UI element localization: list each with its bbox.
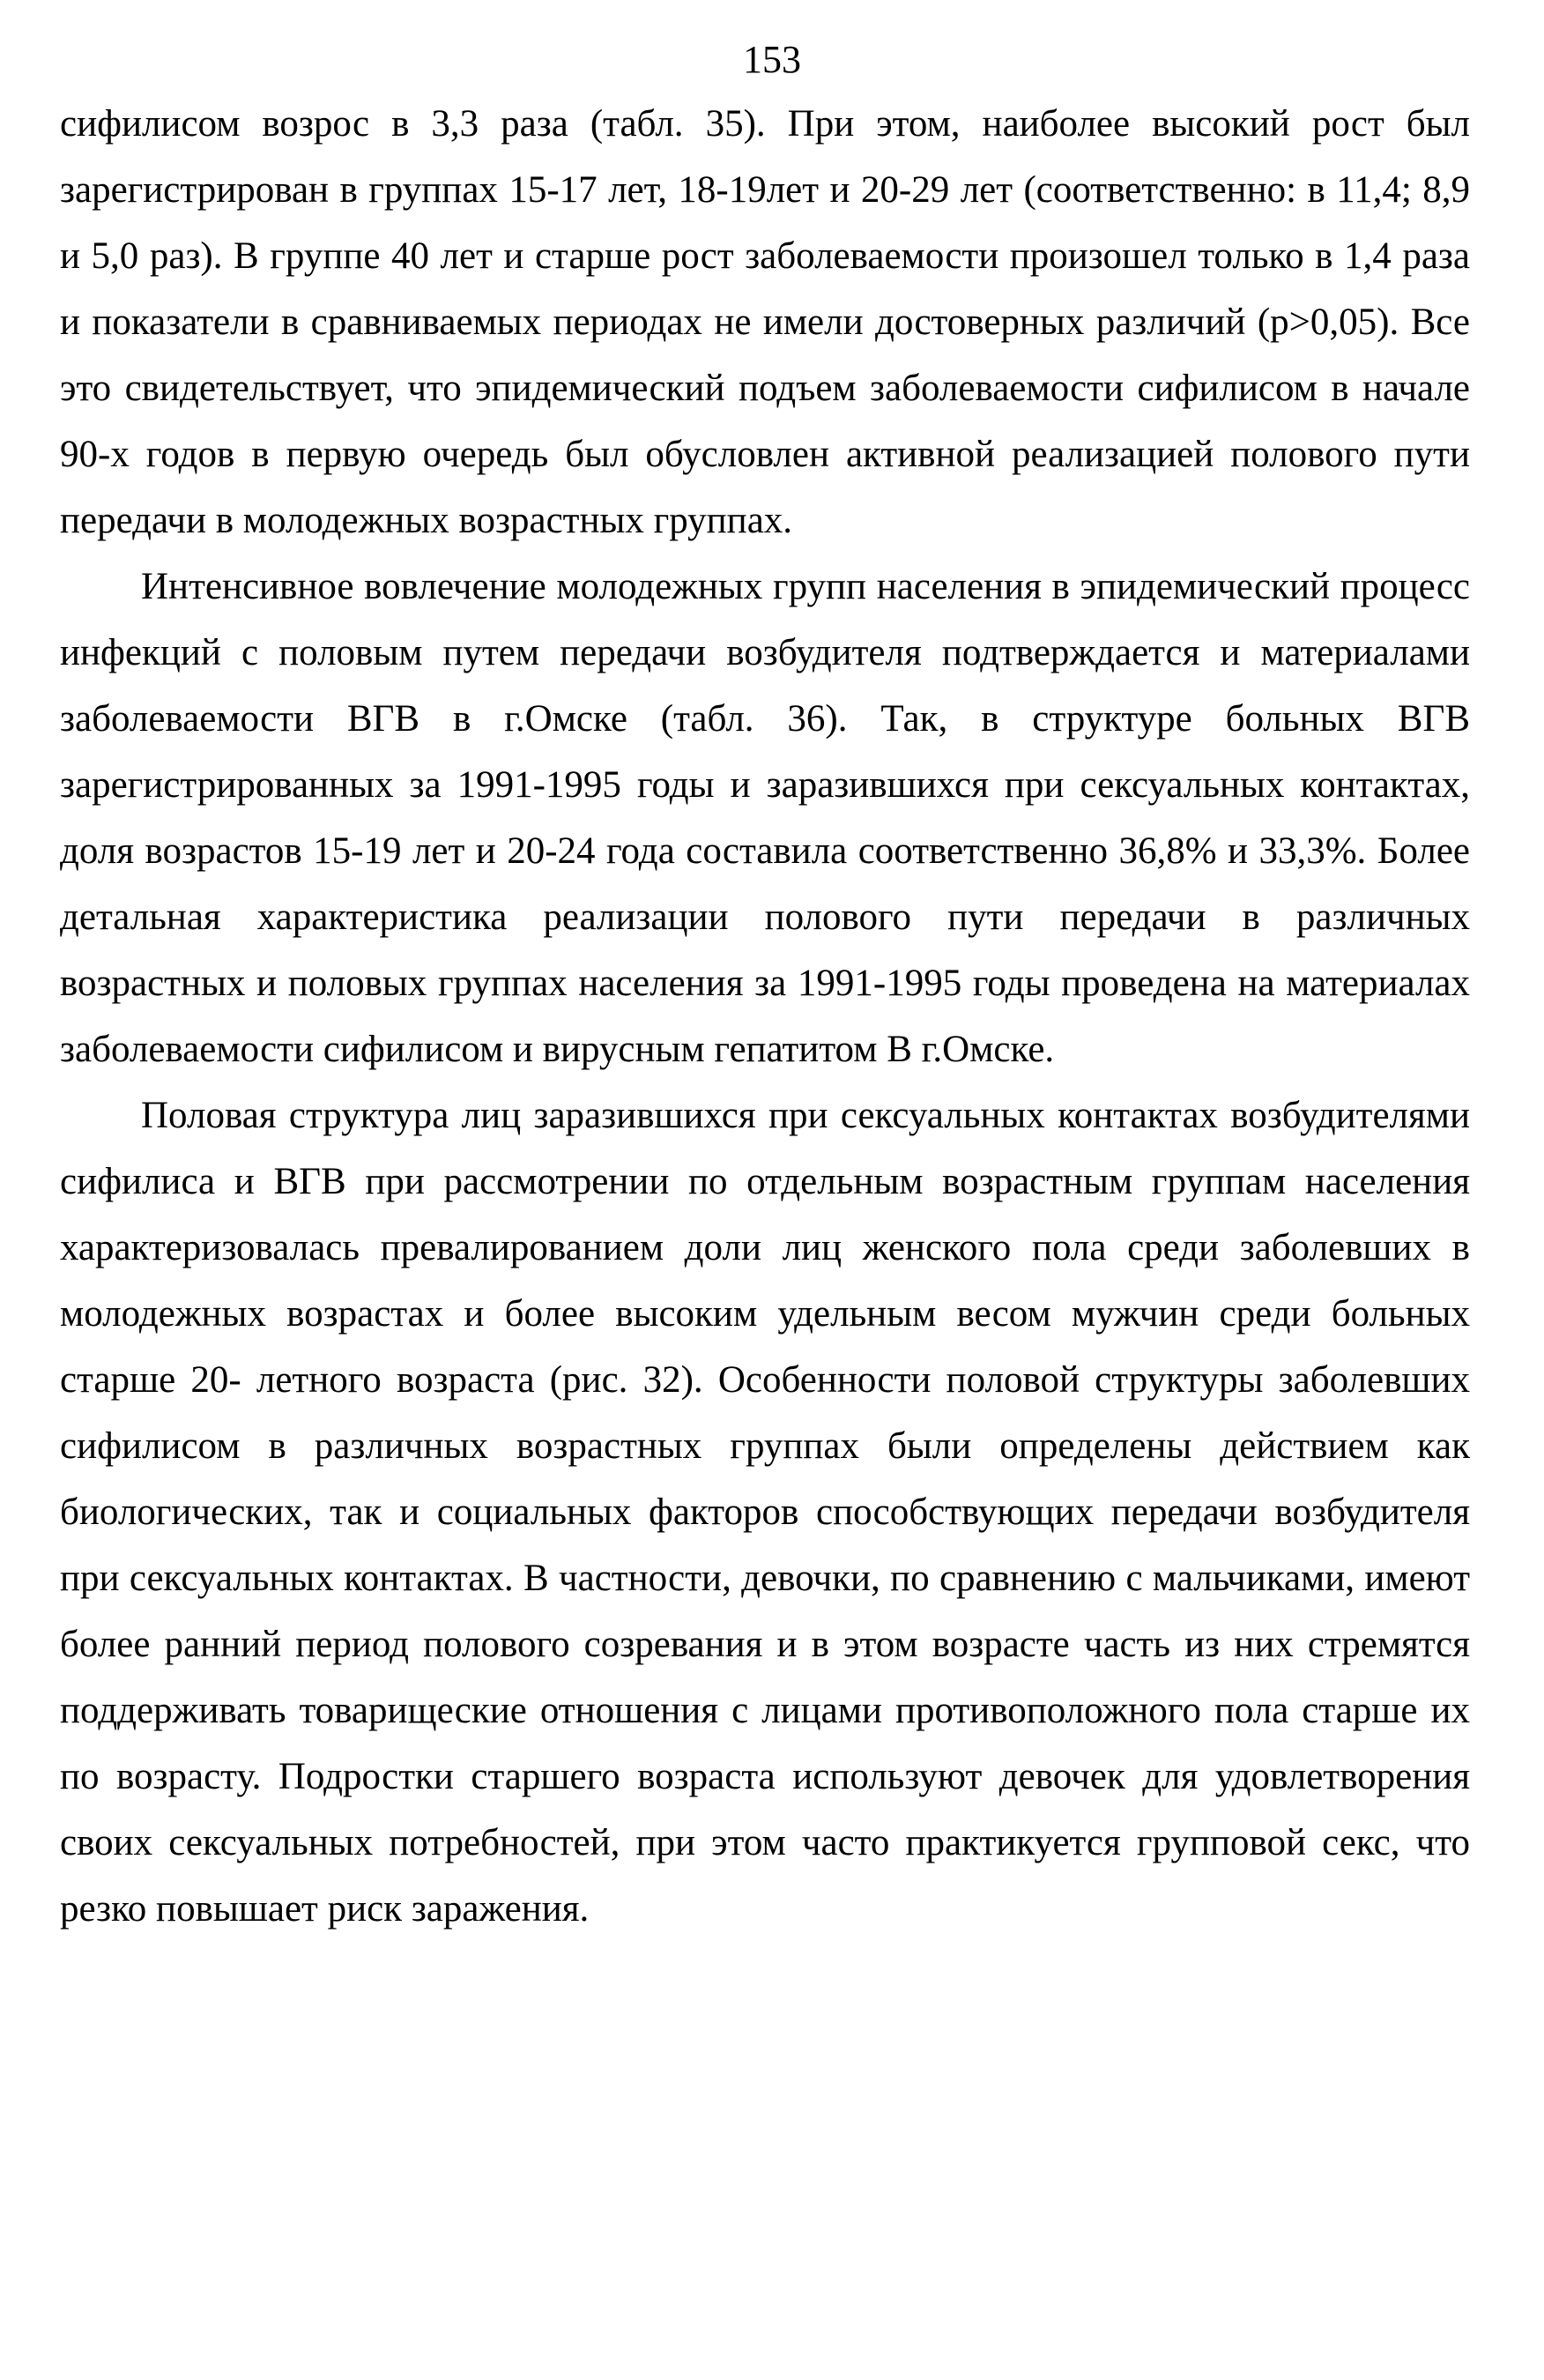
paragraph-continued: сифилисом возрос в 3,3 раза (табл. 35). При этом, наиболее высокий рост был зарегистрирован в группах 15-17 лет, 18-19лет и 20-29 лет (соответственно: в 11,4; 8,9 и 5,0 раз). В группе 40 лет и старше рост заболеваемости произошел только в 1,4 раза и показатели в сравниваемых периодах не имели достоверных различий (p>0,05). Все это свидетельствует, что эпидемический подъем заболеваемости сифилисом в начале 90-х годов в первую очередь был обусловлен активной реализацией полового пути передачи в молодежных возрастных группах.	[60, 103, 1470, 541]
paragraph: Половая структура лиц заразившихся при сексуальных контактах возбудителями сифилиса и ВГВ при рассмотрении по отдельным возрастным группам населения характеризовалась превалированием доли лиц женского пола среди заболевших в молодежных возрастах и более высоким удельным весом мужчин среди больных старше 20- летного возраста (рис. 32). Особенности половой структуры заболевших сифилисом в различных возрастных группах были определены действием как биологических, так и социальных факторов способствующих передачи возбудителя при сексуальных контактах. В частности, девочки, по сравнению с мальчиками, имеют более ранний период полового созревания и в этом возрасте часть из них стремятся поддерживать товарищеские отношения с лицами противоположного пола старше их по возрасту. Подростки старшего возраста используют девочек для удовлетворения своих сексуальных потребностей, при этом часто практикуется групповой секс, что резко повышает риск заражения.	[60, 1095, 1470, 1930]
body-text	[60, 91, 1470, 1942]
paragraph: Интенсивное вовлечение молодежных групп населения в эпидемический процесс инфекций с половым путем передачи возбудителя подтверждается и материалами заболеваемости ВГВ в г.Омске (табл. 36). Так, в структуре больных ВГВ зарегистрированных за 1991-1995 годы и заразившихся при сексуальных контактах, доля возрастов 15-19 лет и 20-24 года составила соответственно 36,8% и 33,3%. Более детальная характеристика реализации полового пути передачи в различных возрастных и половых группах населения за 1991-1995 годы проведена на материалах заболеваемости сифилисом и вирусным гепатитом В г.Омске.	[60, 566, 1470, 1070]
page-number: 153	[743, 38, 801, 81]
